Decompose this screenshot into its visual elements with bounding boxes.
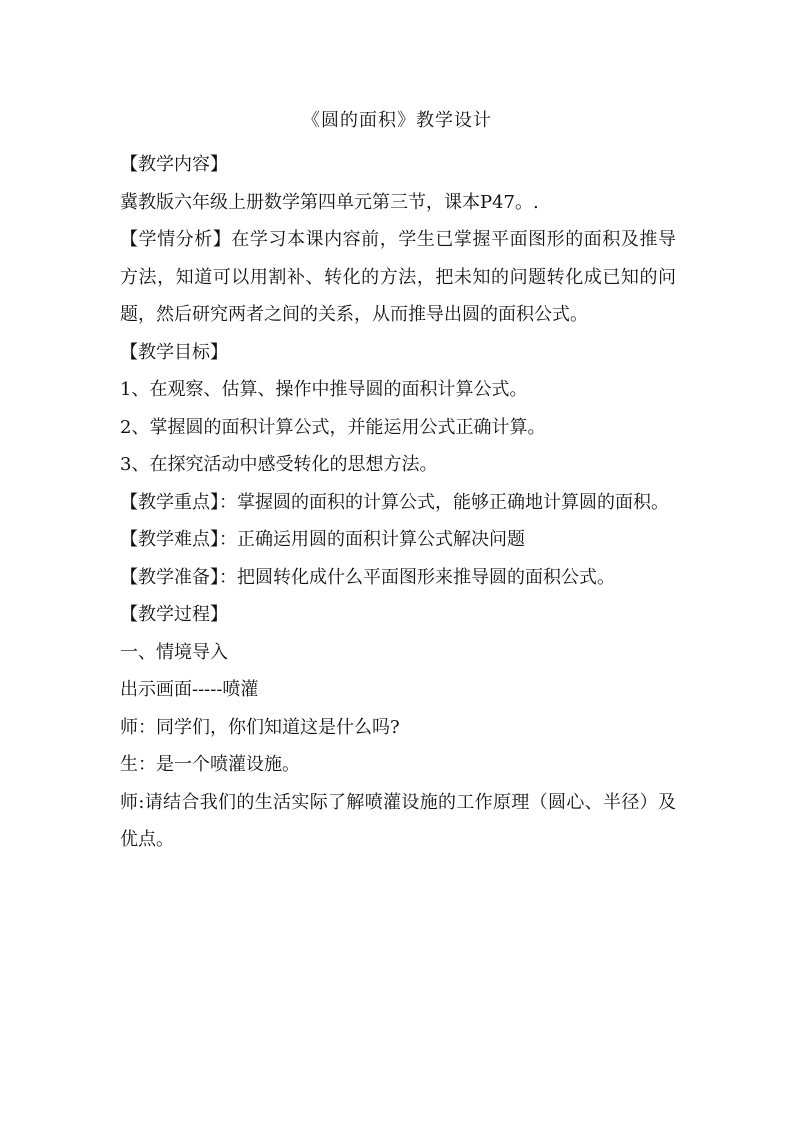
teacher-line-2: 师:请结合我们的生活实际了解喷灌设施的工作原理（圆心、半径）及优点。 xyxy=(120,791,676,850)
difficulty-paragraph: 【教学难点】：正确运用圆的面积计算公式解决问题 xyxy=(120,529,525,550)
key-point-paragraph: 【教学重点】：掌握圆的面积的计算公式，能够正确地计算圆的面积。 xyxy=(120,491,669,513)
preparation-paragraph: 【教学准备】：把圆转化成什么平面图形来推导圆的面积公式。 xyxy=(120,566,615,588)
show-image-line: 出示画面-----喷灌 xyxy=(120,679,259,700)
objective-item-1: 1、在观察、估算、操作中推导圆的面积计算公式。 xyxy=(120,379,528,400)
document-body xyxy=(120,146,676,859)
student-line-1: 生：是一个喷灌设施。 xyxy=(120,754,300,775)
objective-item-2: 2、掌握圆的面积计算公式，并能运用公式正确计算。 xyxy=(120,416,546,438)
analysis-paragraph: 【学情分析】在学习本课内容前，学生已掌握平面图形的面积及推导方法，知道可以用割补、转化的方法，把未知的问题转化成已知的问题，然后研究两者之间的关系，从而推导出圆的面积公式。 xyxy=(120,229,676,325)
section-heading-objectives: 【教学目标】 xyxy=(120,341,228,363)
document-title: 《圆的面积》教学设计 xyxy=(302,110,492,131)
content-text: 冀教版六年级上册数学第四单元第三节，课本P47。. xyxy=(120,191,539,213)
subsection-intro: 一、情境导入 xyxy=(120,641,228,663)
section-heading-content: 【教学内容】 xyxy=(120,154,228,175)
teacher-line-1: 师：同学们，你们知道这是什么吗? xyxy=(120,716,400,738)
section-heading-process: 【教学过程】 xyxy=(120,604,228,625)
objective-item-3: 3、在探究活动中感受转化的思想方法。 xyxy=(120,454,438,475)
